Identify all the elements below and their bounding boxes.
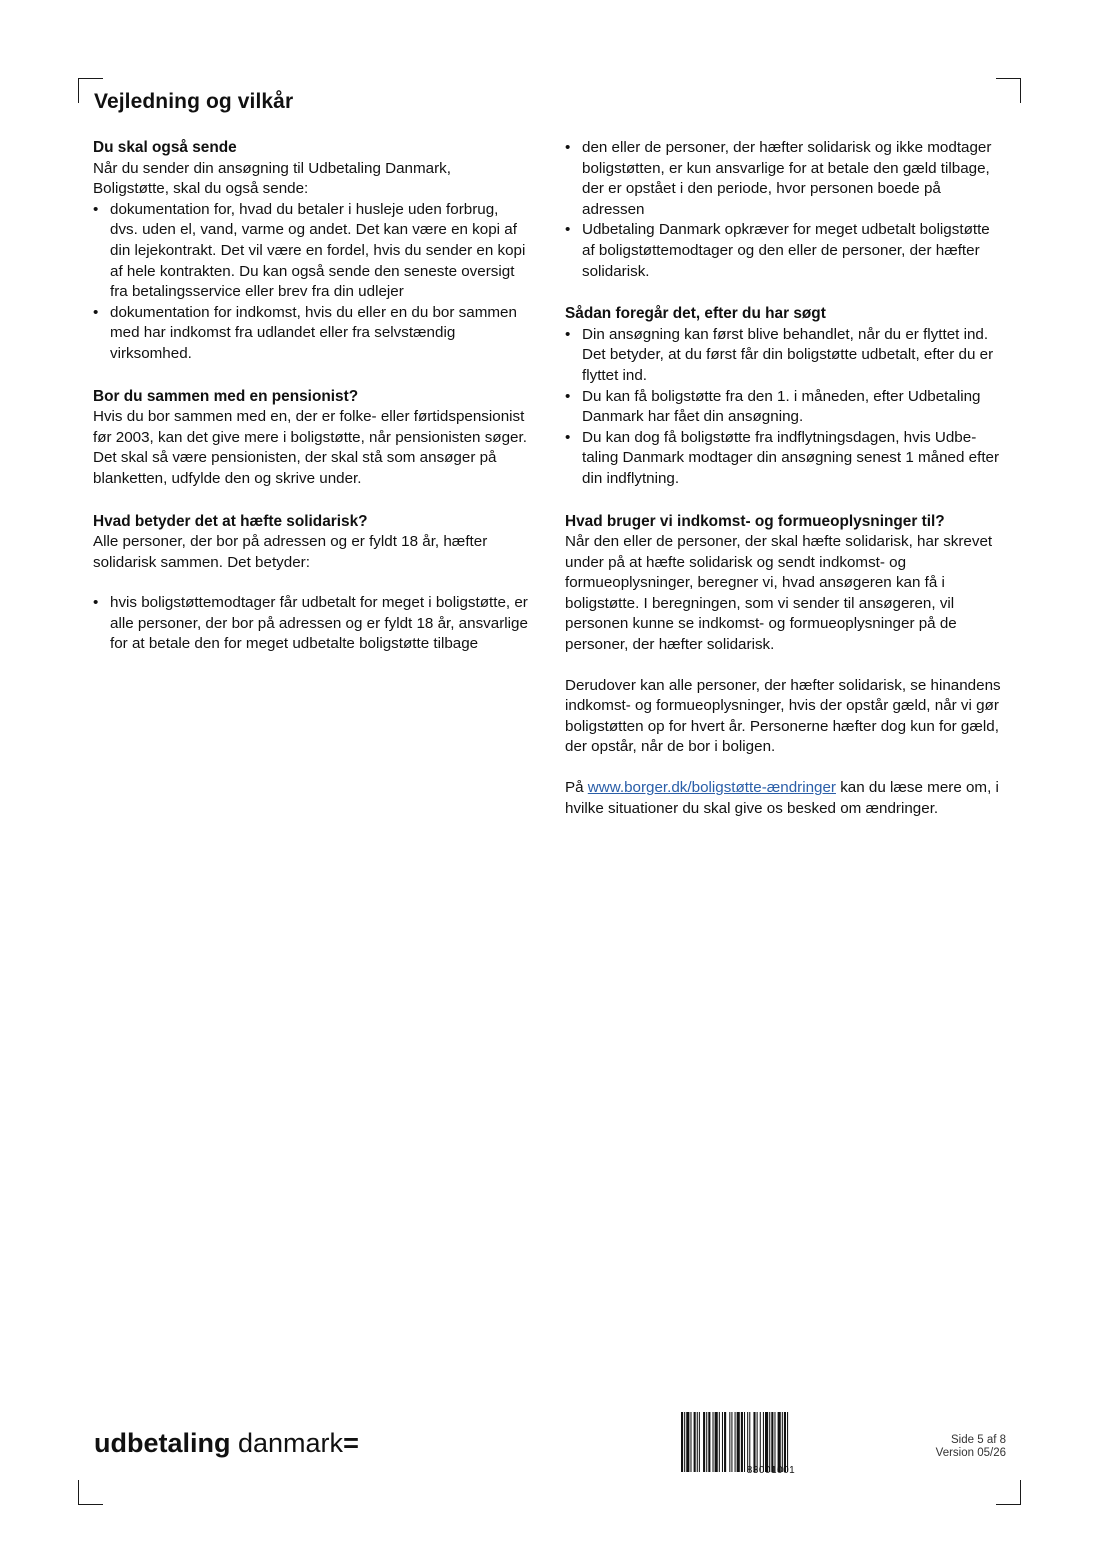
section-paragraph: Når den eller de personer, der skal hæfte solidarisk, har skrevet under på at hæfte solidarisk og sendt indkomst- og formueoplysninger, beregner vi, hvad ansøgeren kan få i boligstøtte. I beregningen, som vi sender til ansøgeren, vil personen kunne se indkomst- og formueoplysninger på de personer, der hæfter solidarisk. bbox=[565, 533, 993, 654]
barcode-bar bbox=[699, 1412, 700, 1472]
left-column bbox=[93, 138, 529, 677]
logo-mark: = bbox=[343, 1428, 359, 1458]
barcode-bar bbox=[737, 1412, 740, 1472]
barcode-bar bbox=[749, 1412, 750, 1472]
section-income-wealth-info bbox=[565, 512, 1001, 820]
section-heading: Hvad bruger vi indkomst- og formueoplysninger til? bbox=[565, 512, 945, 530]
barcode-bar bbox=[690, 1412, 691, 1472]
barcode-icon bbox=[681, 1412, 861, 1472]
udbetaling-danmark-logo bbox=[94, 1428, 359, 1459]
section-paragraph-with-link bbox=[565, 778, 1001, 819]
list-item: • Du kan dog få boligstøtte fra indflytningsdagen, hvis Udbetaling Danmark modtager din ansøgning senest 1 måned efter din indflytning. bbox=[565, 428, 1001, 490]
barcode-bar bbox=[769, 1412, 770, 1472]
crop-mark-bottom-left bbox=[78, 1480, 103, 1505]
barcode-bar bbox=[694, 1412, 696, 1472]
section-paragraph: Hvis du bor sammen med en, der er folke- eller førtidspensionist før 2003, kan det give mere i boligstøtte, når pensionisten søger. Det skal så være pensionisten, der skal stå som ansøger på blanketten, udfylde den og skrive under. bbox=[93, 408, 527, 487]
list-item: • dokumentation for indkomst, hvis du eller en du bor sammen med har indkomst fra udlandet eller fra selvstændig virksomhed. bbox=[93, 303, 529, 365]
barcode-bar bbox=[771, 1412, 773, 1472]
section-heading: Hvad betyder det at hæfte solidarisk? bbox=[93, 512, 368, 530]
section-paragraph: Derudover kan alle personer, der hæfter solidarisk, se hinandens indkomst- og formueoplysninger, hvis der opstår gæld, når vi gør boligstøtten op for hvert år. Personerne hæfter dog kun for gæld, der opstår, når de bor i boligen. bbox=[565, 676, 1001, 756]
section-paragraph: Når du sender din ansøgning til Udbetaling Danmark, Boligstøtte, skal du også sende: bbox=[93, 159, 451, 198]
barcode-bar bbox=[697, 1412, 698, 1472]
barcode-bar bbox=[774, 1412, 775, 1472]
barcode-bar bbox=[731, 1412, 732, 1472]
barcode-bar bbox=[760, 1412, 761, 1472]
barcode-bar bbox=[741, 1412, 743, 1472]
version-label: Version 05/26 bbox=[935, 1447, 1006, 1459]
section-heading: Sådan foregår det, efter du har søgt bbox=[565, 305, 826, 323]
section-heading: Bor du sammen med en pensionist? bbox=[93, 387, 359, 405]
barcode-bar bbox=[744, 1412, 745, 1472]
barcode-bar bbox=[757, 1412, 758, 1472]
barcode-bar bbox=[724, 1412, 726, 1472]
bullet-list bbox=[565, 325, 1001, 490]
barcode-bar bbox=[729, 1412, 730, 1472]
bullet-list bbox=[565, 138, 1001, 282]
crop-mark-top-right bbox=[996, 78, 1021, 103]
section-heading: Du skal også sende bbox=[93, 139, 237, 156]
barcode-bar bbox=[719, 1412, 720, 1472]
section-joint-liability bbox=[93, 512, 529, 656]
barcode-bar bbox=[763, 1412, 764, 1472]
barcode-bar bbox=[747, 1412, 748, 1472]
borger-dk-link[interactable]: www.borger.dk/boligstøtte-ændringer bbox=[587, 779, 836, 797]
crop-mark-bottom-right bbox=[996, 1480, 1021, 1505]
barcode-bar bbox=[735, 1412, 736, 1472]
list-item: • Din ansøgning kan først blive behandlet, når du er flyttet ind. Det betyder, at du først får din boligstøtte udbetalt, efter du er flyttet ind. bbox=[565, 325, 1001, 387]
barcode-bar bbox=[708, 1412, 710, 1472]
barcode-bar bbox=[684, 1412, 685, 1472]
paragraph-prefix: På bbox=[565, 779, 588, 797]
barcode-bar bbox=[715, 1412, 718, 1472]
bullet-list bbox=[93, 200, 529, 365]
page-number: Side 5 af 8 bbox=[951, 1434, 1006, 1446]
barcode-bar bbox=[703, 1412, 705, 1472]
right-column bbox=[565, 138, 1001, 841]
barcode-bar bbox=[681, 1412, 683, 1472]
barcode-bar bbox=[713, 1412, 714, 1472]
barcode-bar bbox=[787, 1412, 788, 1472]
page-title: Vejledning og vilkår bbox=[94, 90, 294, 113]
list-item: • Du kan få boligstøtte fra den 1. i måneden, efter Udbetaling Danmark har fået din ansøgning. bbox=[565, 387, 1001, 428]
barcode-bar bbox=[784, 1412, 786, 1472]
barcode-bar bbox=[778, 1412, 781, 1472]
section-also-send bbox=[93, 138, 529, 365]
list-item: • dokumentation for, hvad du betaler i husleje uden forbrug, dvs. uden el, vand, varme og andet. Det kan være en kopi af din lejekontrakt. Det vil være en fordel, hvis du sender en kopi af hele kontrakten. Du kan også sende den seneste oversigt fra betalingsservice eller brev fra din udlejer bbox=[93, 200, 529, 303]
section-pensioner bbox=[93, 387, 529, 490]
section-paragraph: Alle personer, der bor på adressen og er fyldt 18 år, hæfter solidarisk sammen. Det betyder: bbox=[93, 533, 488, 571]
section-after-applying bbox=[565, 304, 1001, 489]
list-item: • Udbetaling Danmark opkræver for meget udbetalt boligstøtte af boligstøttemodtager og den eller de personer, der hæfter solidarisk. bbox=[565, 220, 1001, 282]
barcode-bar bbox=[753, 1412, 755, 1472]
barcode-bar bbox=[765, 1412, 768, 1472]
barcode-bar bbox=[686, 1412, 689, 1472]
logo-word-light: danmark bbox=[230, 1428, 344, 1458]
barcode-number: 83001001 bbox=[746, 1465, 796, 1476]
list-item: • hvis boligstøttemodtager får udbetalt for meget i boligstøtte, er alle personer, der bor på adressen og er fyldt 18 år, ansvarlige for at betale den for meget udbetalte boligstøtte tilbage bbox=[93, 593, 529, 655]
list-item: • den eller de personer, der hæfter solidarisk og ikke modtager boligstøtten, er kun ansvarlige for at betale den gæld tilbage, der er opstået i den periode, hvor personen boede på adressen bbox=[565, 138, 1001, 220]
barcode-bar bbox=[782, 1412, 783, 1472]
logo-word-bold: udbetaling bbox=[94, 1428, 231, 1458]
page-meta bbox=[900, 1434, 1006, 1460]
bullet-list bbox=[93, 593, 529, 655]
section-joint-liability-continued bbox=[565, 138, 1001, 282]
paragraph-suffix: kan du læse mere om, i hvilke situationer du skal give os besked om ændringer. bbox=[565, 779, 999, 817]
barcode-bar bbox=[706, 1412, 707, 1472]
barcode-bar bbox=[722, 1412, 723, 1472]
